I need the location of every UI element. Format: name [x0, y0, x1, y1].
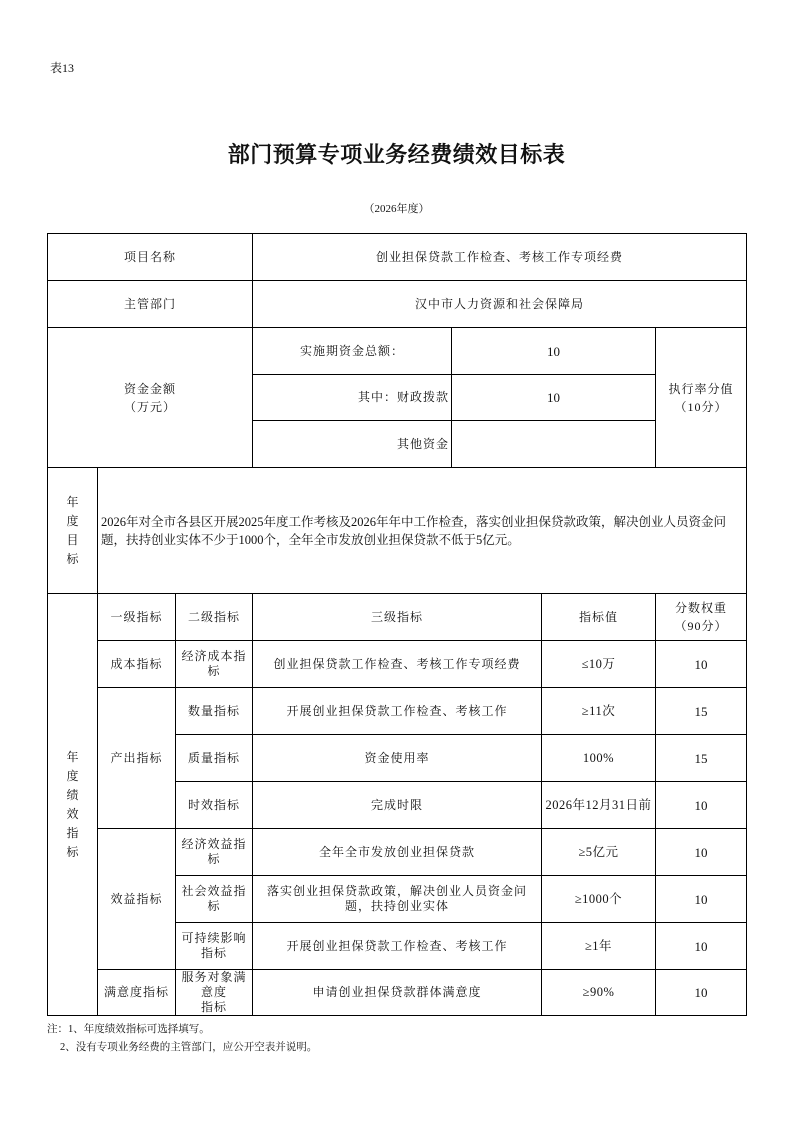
indicator-value: ≥11次: [581, 703, 616, 718]
level2-text: 服务对象满意度: [181, 970, 247, 999]
funds-label-cell: [48, 328, 253, 468]
funds-fiscal-label-cell: [253, 375, 452, 421]
funds-total-value: 10: [547, 343, 560, 359]
table-row-value: [542, 923, 656, 970]
header-level1-cell: [98, 594, 176, 641]
table-row-level2: [176, 876, 253, 923]
project-name-value: 创业担保贷款工作检查、考核工作专项经费: [375, 249, 623, 264]
level3-text: 完成时限: [370, 797, 423, 812]
level1-cost-cell: [98, 641, 176, 688]
annual-goal-text: 2026年对全市各县区开展2025年度工作考核及2026年年中工作检查，落实创业担保贷款政策，解决创业人员资金问题，扶持创业实体不少于1000个，全年全市发放创业担保贷款不低于5亿元。: [101, 514, 727, 547]
table-row-weight: [656, 782, 747, 829]
indicator-weight: 10: [694, 797, 708, 813]
level1-satisfaction: 满意度指标: [103, 985, 169, 999]
indicator-value: ≥1年: [584, 938, 613, 953]
header-level2-cell: [176, 594, 253, 641]
table-row-level2: [176, 782, 253, 829]
level3-text: 落实创业担保贷款政策，解决创业人员资金问题，扶持创业实体: [266, 884, 527, 913]
fiscal-year: （2026年度）: [363, 203, 430, 215]
table-row-level2: [176, 970, 253, 1016]
department-value-cell: [253, 281, 747, 328]
level3-text: 全年全市发放创业担保贷款: [318, 844, 475, 859]
project-name-label-cell: [48, 234, 253, 281]
table-row-level3: [253, 735, 542, 782]
table-row-value: [542, 735, 656, 782]
indicator-weight: 10: [694, 844, 708, 860]
header-weight-total: （90分）: [674, 619, 728, 633]
table-row-value: [542, 876, 656, 923]
table-row-weight: [656, 829, 747, 876]
funds-other-label: 其他资金: [396, 436, 449, 451]
indicator-value: 2026年12月31日前: [545, 797, 652, 812]
page-title: 部门预算专项业务经费绩效目标表: [227, 142, 566, 167]
table-row-weight: [656, 876, 747, 923]
header-level3: 三级指标: [370, 609, 423, 624]
funds-fiscal-value-cell: [452, 375, 656, 421]
indicator-weight: 10: [694, 656, 708, 672]
indicator-value: ≥1000个: [574, 891, 623, 906]
level1-benefit: 效益指标: [110, 891, 163, 906]
level1-output-cell: [98, 688, 176, 829]
table-row-weight: [656, 970, 747, 1016]
funds-unit: （万元）: [123, 399, 176, 414]
table-row-value: [542, 970, 656, 1016]
table-row-level3: [253, 923, 542, 970]
level3-text: 创业担保贷款工作检查、考核工作专项经费: [273, 656, 521, 671]
level3-text: 开展创业担保贷款工作检查、考核工作: [286, 938, 508, 953]
header-level2: 二级指标: [187, 609, 240, 624]
table-row-level3: [253, 782, 542, 829]
level2-text: 社会效益指标: [181, 884, 247, 913]
table-row-level3: [253, 641, 542, 688]
table-row-level2: [176, 829, 253, 876]
table-row-level2: [176, 923, 253, 970]
indicator-weight: 10: [694, 891, 708, 907]
footnote-2: 2、没有专项业务经费的主管部门，应公开空表并说明。: [60, 1042, 318, 1053]
indicator-value: ≥90%: [582, 985, 615, 999]
level2-text: 时效指标: [187, 797, 240, 812]
indicator-weight: 15: [694, 703, 708, 719]
header-value-cell: [542, 594, 656, 641]
annual-goal-label-cell: [48, 468, 98, 594]
table-row-level3: [253, 876, 542, 923]
level2-text: 可持续影响指标: [181, 931, 247, 960]
table-row-value: [542, 641, 656, 688]
table-row-value: [542, 782, 656, 829]
table-row-level3: [253, 688, 542, 735]
level1-satisfaction-cell: [98, 970, 176, 1016]
funds-other-label-cell: [253, 421, 452, 468]
level3-text: 开展创业担保贷款工作检查、考核工作: [286, 703, 508, 718]
funds-other-value-cell: [452, 421, 656, 468]
exec-rate-cell: [656, 328, 747, 468]
indicator-value: ≤10万: [581, 656, 616, 671]
level2-text-continued: 指标: [200, 1000, 227, 1014]
project-name-label: 项目名称: [123, 249, 176, 264]
indicator-weight: 10: [694, 938, 708, 954]
level2-text: 经济效益指标: [181, 837, 247, 866]
level1-cost: 成本指标: [110, 656, 163, 671]
footnote-1: 注：1、年度绩效指标可选择填写。: [47, 1024, 210, 1035]
header-level3-cell: [253, 594, 542, 641]
table-row-level2: [176, 688, 253, 735]
exec-rate-score: （10分）: [674, 399, 728, 414]
performance-target-table: [47, 233, 747, 1016]
indicators-label-cell: [48, 594, 98, 1016]
level1-benefit-cell: [98, 829, 176, 970]
indicator-value: ≥5亿元: [578, 844, 619, 859]
department-label: 主管部门: [123, 296, 176, 311]
table-row-value: [542, 829, 656, 876]
table-row-value: [542, 688, 656, 735]
funds-label: 资金金额: [123, 381, 176, 396]
indicators-label: 年度绩效指标: [66, 749, 79, 859]
indicator-weight: 15: [694, 750, 708, 766]
table-number: 表13: [50, 61, 75, 75]
funds-fiscal-value: 10: [547, 390, 560, 405]
annual-goal-text-cell: [98, 468, 747, 594]
table-row-weight: [656, 688, 747, 735]
funds-fiscal-label: 其中：财政拨款: [357, 390, 449, 404]
funds-total-label-cell: [253, 328, 452, 375]
level2-text: 质量指标: [187, 750, 240, 765]
level3-text: 申请创业担保贷款群体满意度: [312, 985, 482, 999]
annual-goal-label: 年度目标: [66, 494, 79, 566]
table-row-level2: [176, 735, 253, 782]
department-value: 汉中市人力资源和社会保障局: [414, 296, 584, 311]
funds-total-label: 实施期资金总额：: [299, 343, 404, 358]
level1-output: 产出指标: [110, 750, 163, 765]
table-row-level3: [253, 829, 542, 876]
project-name-value-cell: [253, 234, 747, 281]
table-row-weight: [656, 641, 747, 688]
header-weight-cell: [656, 594, 747, 641]
level2-text: 数量指标: [187, 703, 240, 718]
level3-text: 资金使用率: [364, 750, 430, 765]
table-row-level2: [176, 641, 253, 688]
header-value: 指标值: [578, 609, 618, 624]
table-row-weight: [656, 923, 747, 970]
department-label-cell: [48, 281, 253, 328]
table-row-weight: [656, 735, 747, 782]
indicator-weight: 10: [694, 985, 708, 1000]
header-level1: 一级指标: [110, 609, 163, 624]
header-weight: 分数权重: [674, 601, 727, 615]
table-row-level3: [253, 970, 542, 1016]
indicator-value: 100%: [582, 750, 615, 765]
exec-rate-label: 执行率分值: [668, 381, 734, 396]
level2-text: 经济成本指标: [181, 649, 247, 678]
funds-total-value-cell: [452, 328, 656, 375]
